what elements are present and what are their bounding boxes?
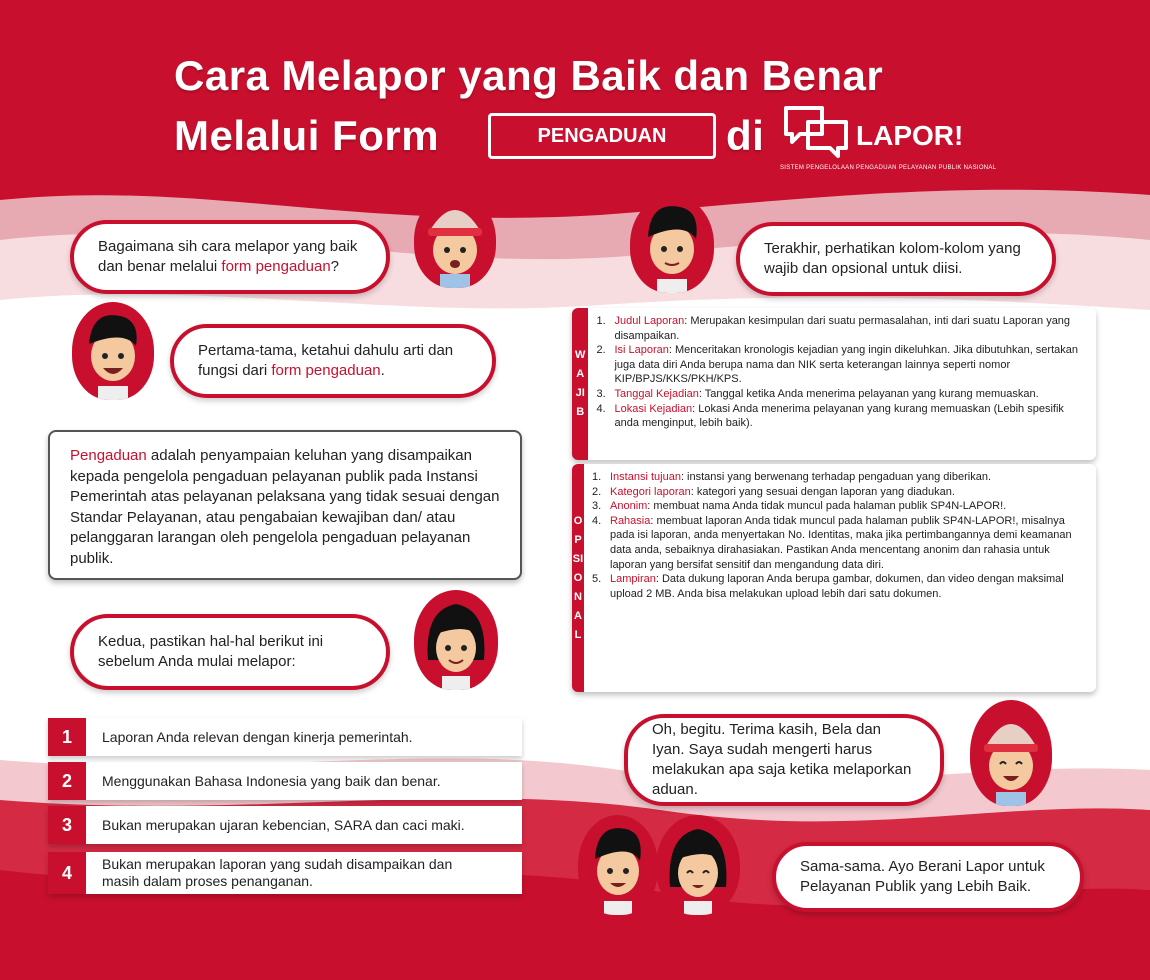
checklist-item: [48, 718, 522, 756]
question-mark: ?: [330, 258, 340, 275]
page-title-line-1: Cara Melapor yang Baik dan Benar: [174, 52, 884, 99]
wajib-item: 3. Tanggal Kejadian: Tanggal ketika Anda menerima pelayanan yang kurang memuaskan.: [596, 387, 1039, 400]
opsional-item: 4. Rahasia: membuat laporan Anda tidak muncul pada halaman publik SP4N-LAPOR!, misalnya pada isi laporan, anda menyertakan No. Identitas, maka jika pertimbangannya demi keamanan data anda, sebaiknya dirahasiakan. Pastikan Anda mencentang anonim dan rahasia untuk laporan yang bersifat sensitif dan mengandung data diri.: [592, 514, 1072, 571]
first-step-text: Pertama-tama, ketahui dahulu arti dan fungsi dari: [198, 342, 454, 379]
thanks-text: Oh, begitu. Terima kasih, Bela dan Iyan. Saya sudah mengerti harus melakukan apa saja ketika melaporkan aduan.: [652, 721, 912, 798]
bubble-second-step: [70, 614, 390, 690]
avatar-man-iyan-1: [72, 302, 154, 400]
first-step-period: .: [380, 362, 385, 379]
wajib-item: 2. Isi Laporan: Menceritakan kronologis kejadian yang ingin dikeluhkan. Jika dibutuhkan, sertakan juga data diri Anda berupa nama dan NIK serta keterangan lainnya seperti nomor KIP/BPJS/KKS/PKH/KPS.: [596, 344, 1078, 386]
checklist-number: 1: [48, 718, 86, 756]
second-step-text: Kedua, pastikan hal-hal berikut ini sebelum Anda mulai melapor:: [98, 633, 324, 670]
checklist-text: Laporan Anda relevan dengan kinerja pemerintah.: [102, 728, 413, 745]
definition-box: [48, 430, 522, 580]
last-step-text: Terakhir, perhatikan kolom-kolom yang wajib dan opsional untuk diisi.: [764, 240, 1021, 277]
avatar-woman-bela-2: [656, 815, 740, 915]
checklist-number: 3: [48, 806, 86, 844]
bubble-thanks: [624, 714, 944, 806]
checklist-text: Menggunakan Bahasa Indonesia yang baik dan benar.: [102, 772, 441, 789]
lapor-tagline: SISTEM PENGELOLAAN PENGADUAN PELAYANAN PUBLIK NASIONAL: [780, 165, 997, 171]
definition-text: adalah penyampaian keluhan yang disampaikan kepada pengelola pengaduan pelayanan publik pada Instansi Pemerintah atas pelayanan pelaksana yang tidak sesuai dengan Standar Pelayanan, atau pengabaian kewajiban dan/ atau pelanggaran larangan oleh pengelola pengaduan pelayanan publik.: [70, 447, 500, 567]
wajib-list: [588, 308, 1096, 460]
checklist-item: [48, 806, 522, 844]
checklist-number: 2: [48, 762, 86, 800]
bubble-last-step: [736, 222, 1056, 296]
wajib-item: 1. Judul Laporan: Merupakan kesimpulan dari suatu permasalahan, inti dari suatu Laporan yang disampaikan.: [596, 315, 1071, 342]
opsional-list: [584, 464, 1096, 692]
avatar-man-cap-2: [970, 700, 1052, 806]
checklist-text: Bukan merupakan laporan yang sudah disampaikan dan masih dalam proses penanganan.: [102, 856, 453, 889]
bubble-first-step: [170, 324, 496, 398]
checklist-number: 4: [48, 852, 86, 894]
avatar-woman-bela-1: [414, 590, 498, 690]
closing-text: Sama-sama. Ayo Berani Lapor untuk Pelayanan Publik yang Lebih Baik.: [800, 858, 1045, 895]
definition-term: Pengaduan: [70, 447, 147, 464]
checklist-item: [48, 852, 522, 894]
page-title-di: di: [726, 112, 765, 159]
bubble-closing: [772, 842, 1084, 912]
checklist-text: Bukan merupakan ujaran kebencian, SARA dan caci maki.: [102, 816, 465, 833]
page-title-line-2: Melalui Form: [174, 112, 440, 159]
avatar-man-cap-1: [414, 192, 496, 288]
lapor-brand: LAPOR!: [856, 120, 964, 151]
opsional-item: 1. Instansi tujuan: instansi yang berwenang terhadap pengaduan yang diberikan.: [592, 471, 991, 483]
wajib-label: WAJIB: [572, 308, 588, 460]
question-highlight: form pengaduan: [221, 258, 331, 275]
question-text: Bagaimana sih cara melapor yang baik dan benar melalui: [98, 238, 358, 275]
wajib-panel: [572, 308, 1096, 460]
opsional-label: OPSIONAL: [572, 464, 584, 692]
wajib-item: 4. Lokasi Kejadian: Lokasi Anda menerima pelayanan yang kurang memuaskan (Lebih spesifik anda menginput, lebih baik).: [596, 402, 1064, 430]
avatar-man-iyan-2: [630, 195, 714, 293]
opsional-panel: [572, 464, 1096, 692]
first-step-highlight: form pengaduan: [271, 362, 381, 379]
avatar-man-iyan-3: [578, 815, 658, 915]
opsional-item: 2. Kategori laporan: kategori yang sesuai dengan laporan yang diadukan.: [592, 485, 955, 498]
opsional-item: 5. Lampiran: Data dukung laporan Anda berupa gambar, dokumen, dan video dengan maksimal upload 2 MB. Anda bisa melakukan upload lebih dari satu dokumen.: [592, 573, 1064, 600]
bubble-question: [70, 220, 390, 294]
pengaduan-badge: PENGADUAN: [488, 113, 716, 159]
opsional-item: 3. Anonim: membuat nama Anda tidak muncul pada halaman publik SP4N-LAPOR!.: [592, 500, 1007, 513]
lapor-logo-icon: [782, 104, 852, 160]
checklist-item: [48, 762, 522, 800]
